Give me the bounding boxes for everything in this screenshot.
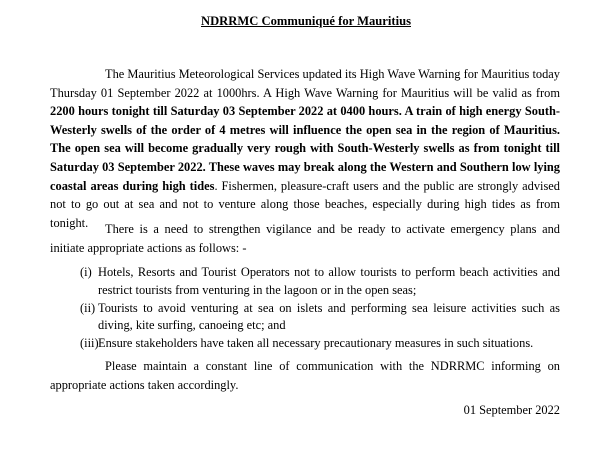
list-item [50,335,560,353]
list-marker: (ii) [80,300,96,315]
list-item [50,264,560,300]
list-item [50,300,560,336]
list-item-text: Hotels, Resorts and Tourist Operators not to allow tourists to perform beach activities and restrict tourists from venturing in the lagoon or in the open seas; [98,265,560,297]
warning-advice-text: . Fishermen, pleasure-craft users and the public are strongly advised not to go out at sea and not to venture along those beaches, especially during high tides as from tonight. [50,178,560,230]
actions-list [50,264,560,353]
vigilance-paragraph: There is a need to strengthen vigilance and be ready to activate emergency plans and initiate appropriate actions as follows: - [50,222,560,255]
list-item-text: Tourists to avoid venturing at sea on islets and performing sea leisure activities such as diving, kite surfing, canoeing etc; and [98,300,560,333]
list-item-text: Ensure stakeholders have taken all necessary precautionary measures in such situations. [98,336,534,351]
list-marker: (iii) [80,336,99,351]
communication-paragraph: Please maintain a constant line of communication with the NDRRMC informing on appropriate actions taken accordingly. [50,359,560,392]
warning-intro-text: The Mauritius Meteorological Services updated its High Wave Warning for Mauritius today Thursday 01 September 2022 at 1000hrs. A High Wave Warning for Mauritius will be valid as from [50,67,560,100]
page-title: NDRRMC Communiqué for Mauritius [200,14,411,28]
warning-bold-text: 2200 hours tonight till Saturday 03 September 2022 at 0400 hours. A train of high energy South-Westerly swells of the order of 4 metres will influence the open sea in the region of Mauritius. The open sea will become gradually very rough with South-Westerly swells as from tonight till Saturday 03 September 2022. These waves may break along the Western and Southern low lying coastal areas during high tides [50,104,560,193]
warning-paragraph [50,65,560,232]
list-marker: (i) [80,265,92,279]
document-date: 01 September 2022 [463,403,560,417]
